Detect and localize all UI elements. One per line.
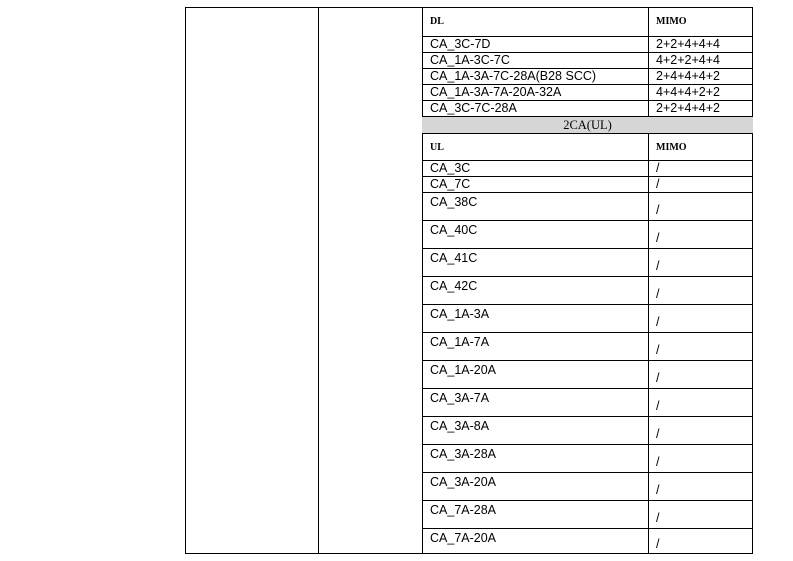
table-row (422, 53, 753, 69)
table-row (422, 85, 753, 101)
band-cell: CA_3A-28A (430, 447, 497, 461)
band-cell: CA_1A-3A-7A-20A-32A (422, 85, 649, 100)
dl-header-row (422, 7, 753, 37)
mimo-cell: / (656, 259, 660, 273)
band-cell: CA_3C (422, 161, 649, 176)
mimo-cell: 4+2+2+4+4 (656, 53, 720, 67)
mimo-cell: 4+4+4+2+2 (656, 85, 720, 99)
mimo-cell: / (656, 177, 660, 191)
band-cell: CA_7A-28A (430, 503, 497, 517)
mimo-cell: / (656, 537, 660, 551)
band-cell: CA_3A-8A (430, 419, 490, 433)
ul-header-row (422, 134, 753, 161)
band-cell: CA_41C (430, 251, 478, 265)
table-row (422, 417, 753, 445)
table-row (422, 305, 753, 333)
mimo-cell: / (656, 161, 660, 175)
table-row (422, 445, 753, 473)
table-row (422, 277, 753, 305)
table-row (422, 389, 753, 417)
table-row (422, 473, 753, 501)
table-row (422, 193, 753, 221)
mimo-cell: / (656, 483, 660, 497)
mimo-cell: / (656, 231, 660, 245)
mimo-cell: / (656, 287, 660, 301)
table-row (422, 161, 753, 177)
table-row (422, 249, 753, 277)
mimo-cell: 2+2+4+4+2 (656, 101, 720, 115)
table-row (422, 101, 753, 117)
band-cell: CA_3C-7C-28A (422, 101, 649, 116)
mimo-cell: / (656, 343, 660, 357)
dl-mimo-header: MIMO (656, 16, 687, 27)
band-cell: CA_7A-20A (430, 531, 497, 545)
column-divider-1 (318, 7, 319, 554)
mimo-cell: / (656, 455, 660, 469)
mimo-cell: / (656, 315, 660, 329)
table-row (422, 529, 753, 554)
band-cell: CA_3A-20A (430, 475, 497, 489)
mimo-cell: / (656, 511, 660, 525)
mimo-cell: / (656, 427, 660, 441)
mimo-cell: / (656, 371, 660, 385)
table-row (422, 221, 753, 249)
mimo-cell: / (656, 399, 660, 413)
band-cell: CA_1A-3A (430, 307, 490, 321)
ul-mimo-header: MIMO (656, 141, 687, 153)
band-cell: CA_7C (422, 177, 649, 192)
mimo-cell: 2+2+4+4+4 (656, 37, 720, 51)
band-cell: CA_3A-7A (430, 391, 490, 405)
table-row (422, 501, 753, 529)
section-heading-2ca-ul: 2CA(UL) (422, 117, 753, 134)
table-row (422, 177, 753, 193)
band-cell: CA_38C (430, 195, 478, 209)
mimo-cell: 2+4+4+4+2 (656, 69, 720, 83)
band-cell: CA_1A-20A (430, 363, 497, 377)
band-cell: CA_40C (430, 223, 478, 237)
dl-band-header: DL (422, 7, 649, 36)
band-cell: CA_1A-3C-7C (422, 53, 649, 68)
band-cell: CA_1A-7A (430, 335, 490, 349)
table-row (422, 69, 753, 85)
band-cell: CA_3C-7D (422, 37, 649, 52)
table-row (422, 361, 753, 389)
band-cell: CA_1A-3A-7C-28A(B28 SCC) (422, 69, 649, 84)
ul-band-header: UL (422, 134, 649, 160)
table-row (422, 37, 753, 53)
band-cell: CA_42C (430, 279, 478, 293)
table-row (422, 333, 753, 361)
mimo-cell: / (656, 203, 660, 217)
